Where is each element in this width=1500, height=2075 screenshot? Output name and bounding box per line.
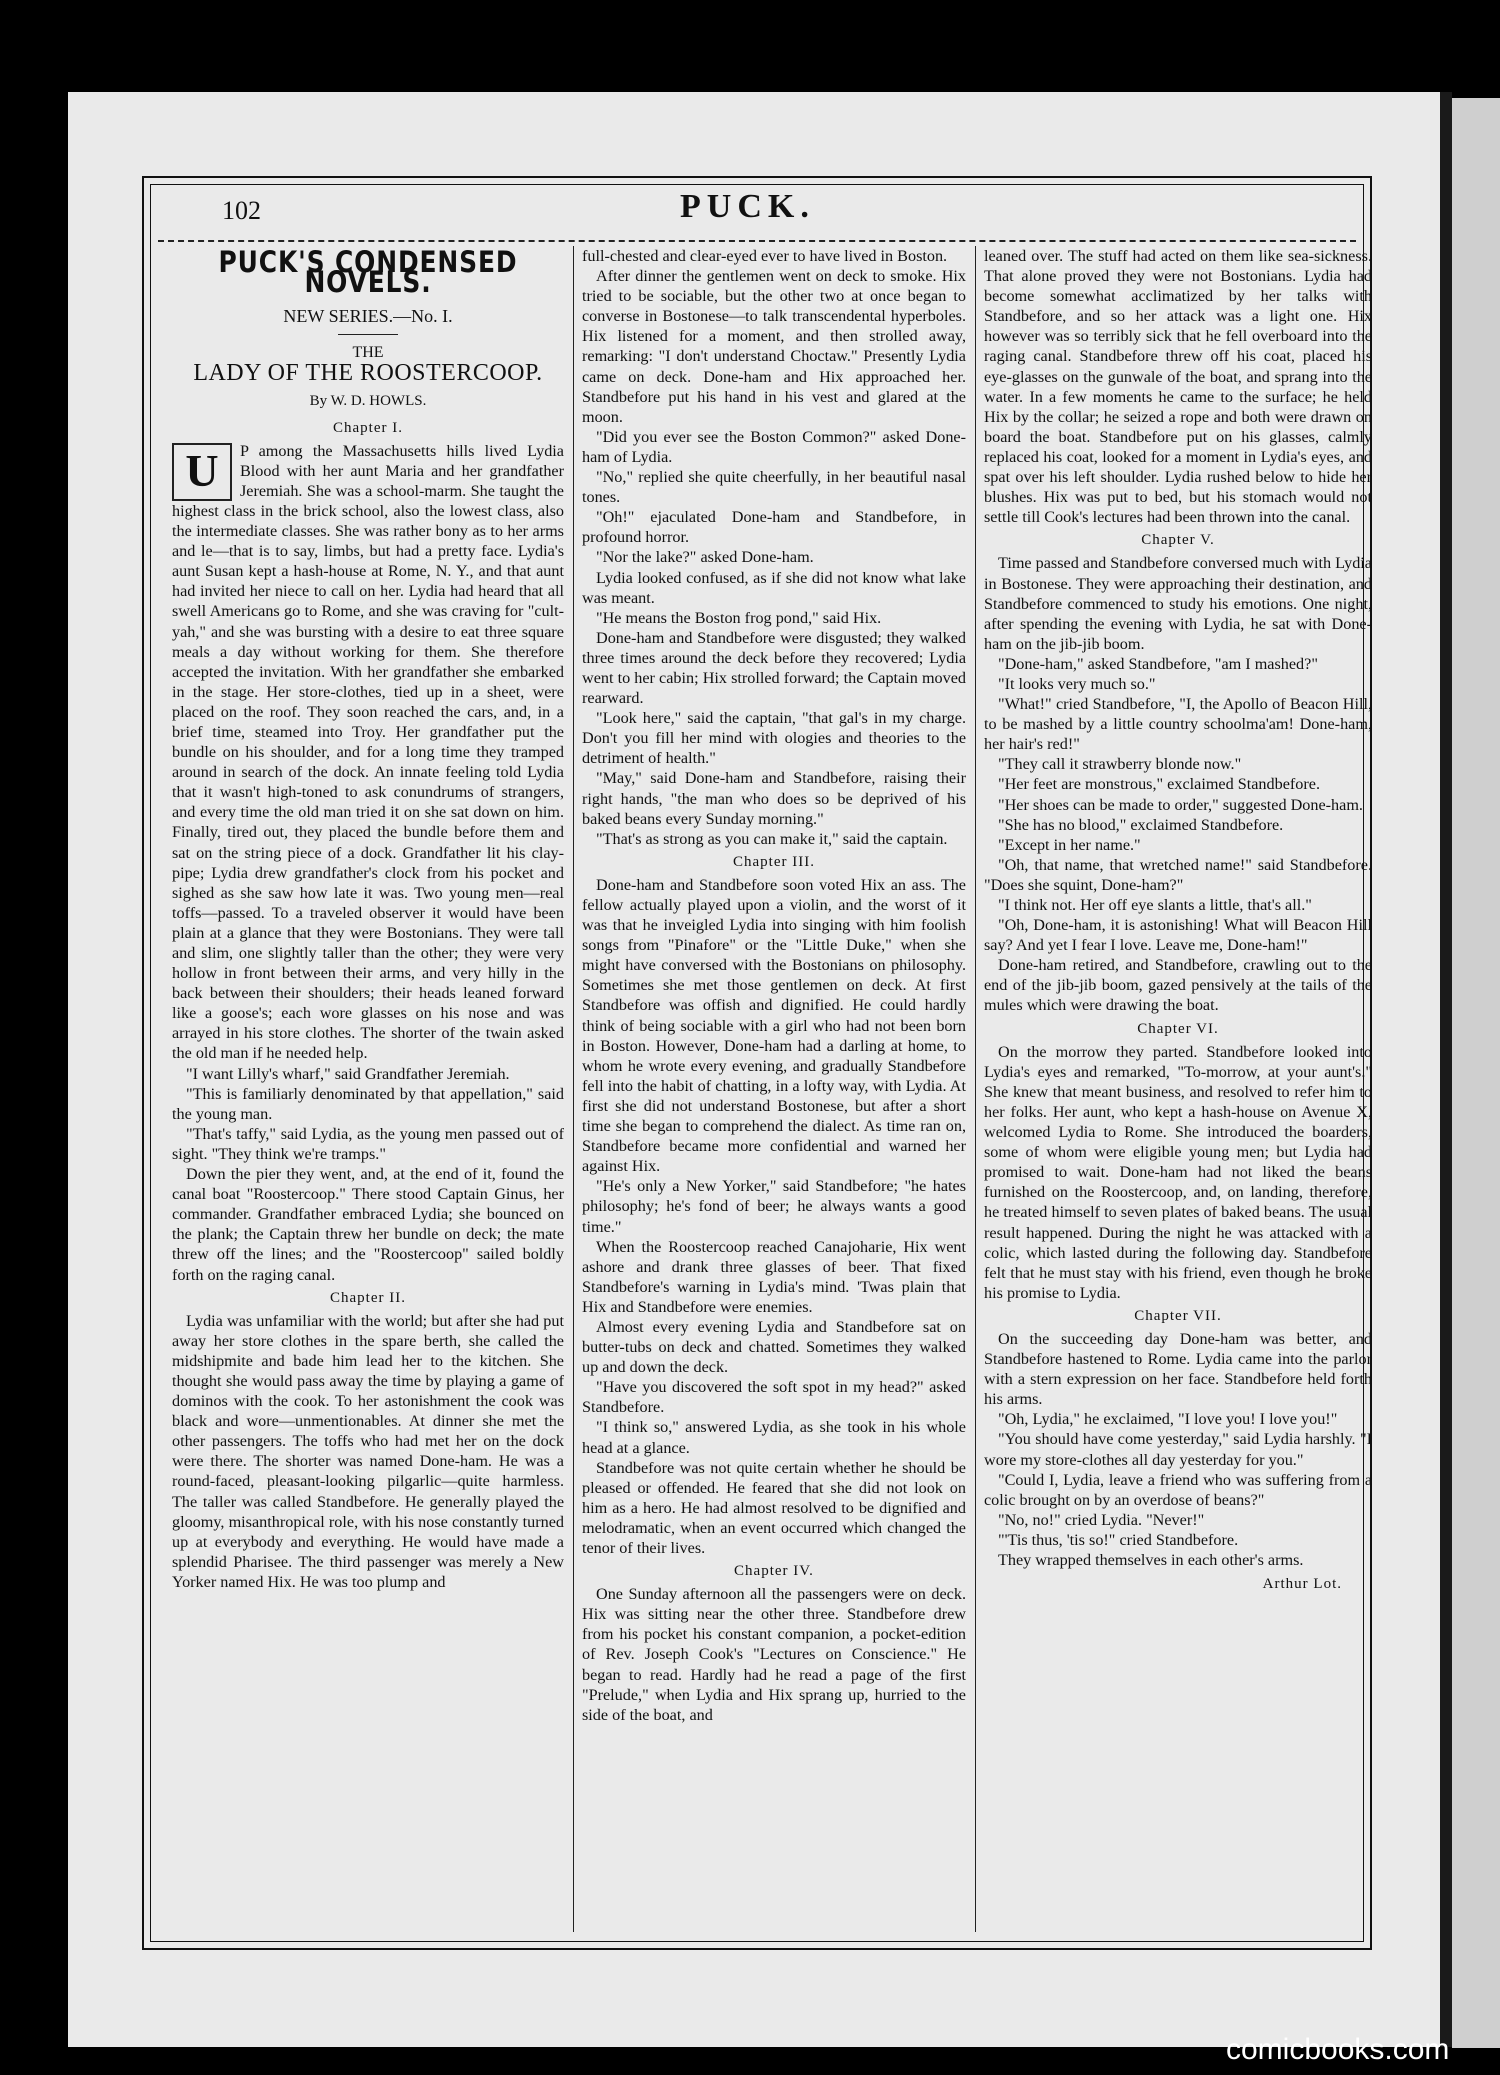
byline: By W. D. HOWLS. [309,393,427,410]
paragraph: "Oh, Lydia," he exclaimed, "I love you! I love you!" [998,1410,1338,1429]
paragraph: "Her shoes can be made to order," suggested Done-ham. [998,795,1363,814]
paragraph: When the Roostercoop reached Canajoharie, Hix went ashore and drank three glasses of beer. That fixed Standbefore's warning in Lydia's mind. 'Twas plain that Hix and Standbefore were enemies. [582,1237,966,1316]
paragraph: "Look here," said the captain, "that gal's in my charge. Don't you fill her mind with ologies and theories to the detriment of health." [582,709,966,768]
column-1-body [172,418,564,1592]
watermark: comicbooks.com [1226,2033,1450,2066]
paragraph: "Oh, Done-ham, it is astonishing! What will Beacon Hill say? And yet I fear I love. Leave me, Done-ham!" [984,916,1372,955]
column-3 [984,246,1372,1946]
column-2 [582,246,966,1946]
paragraph: "This is familiarly denominated by that appellation," said the young man. [172,1084,564,1123]
paragraph: Time passed and Standbefore conversed much with Lydia in Bostonese. They were approaching their destination, and Standbefore commenced to study his emotions. One night, after spending the evening with Lydia, he sat with Done-ham on the jib-jib boom. [984,554,1372,653]
paragraph: "Have you discovered the soft spot in my head?" asked Standbefore. [582,1378,966,1417]
paragraph: Down the pier they went, and, at the end of it, found the canal boat "Roostercoop." There stood Captain Ginus, her commander. Grandfather embraced Lydia; she bounced on the plank; the Captain threw her bundle on deck; the mate threw off the lines; and the "Roostercoop" sailed boldly forth on the raging canal. [172,1165,564,1284]
masthead: PUCK. [680,188,815,225]
paragraph: Done-ham and Standbefore were disgusted; they walked three times around the deck before they recovered; Lydia went to her cabin; Hix strolled forward; the Captain moved rearward. [582,628,966,708]
paragraph: "Oh, that name, that wretched name!" said Standbefore. "Does she squint, Done-ham?" [984,855,1372,894]
paragraph: "She has no blood," exclaimed Standbefore. [998,815,1284,834]
paragraph: "They call it strawberry blonde now." [998,755,1242,774]
column-3-body [984,246,1372,1570]
paragraph: "Oh!" ejaculated Done-ham and Standbefore, in profound horror. [582,508,966,547]
header-rule [158,240,1356,242]
paragraph: "Except in her name." [998,835,1141,854]
paragraph: One Sunday afternoon all the passengers were on deck. Hix was sitting near the other three. Standbefore drew from his pocket his constant companion, a pocket-edition of Rev. Joseph Cook's "Lectures on Conscience." He began to read. Hardly had he read a page of the first "Prelude," when Lydia and Hix sprang up, hurried to the side of the boat, and [582,1585,966,1724]
paragraph: "It looks very much so." [998,674,1156,693]
paragraph: "Could I, Lydia, leave a friend who was suffering from a colic brought on by an overdose of beans?" [984,1470,1372,1509]
paragraph: "I want Lilly's wharf," said Grandfather Jeremiah. [186,1064,510,1083]
paragraph: full-chested and clear-eyed ever to have lived in Boston. [582,247,948,265]
paragraph: After dinner the gentlemen went on deck to smoke. Hix tried to be sociable, but the other two at once began to converse in Bostonese—to talk transcendental hyperboles. Hix listened for a moment, and then strolled away, remarking: "I don't understand Choctaw." Presently Lydia came on deck. Done-ham and Hix approached her. Standbefore put his hand in his vest and glared at the moon. [582,267,966,426]
paragraph: "He means the Boston frog pond," said Hix. [596,608,882,627]
series-number: NEW SERIES.—No. I. [283,306,453,327]
paragraph: "I think so," answered Lydia, as she took in his whole head at a glance. [582,1418,966,1457]
series-title: PUCK'S CONDENSED NOVELS. [218,246,518,300]
drop-cap: U [172,443,232,501]
paragraph: "Her feet are monstrous," exclaimed Standbefore. [998,775,1321,794]
chapter-heading: Chapter IV. [734,1563,814,1580]
paragraph: "That's taffy," said Lydia, as the young men passed out of sight. "They think we're tramps." [172,1124,564,1163]
paragraph-text: P among the Massachusetts hills lived Lydia Blood with her aunt Maria and her grandfather Jeremiah. She was a school-marm. She taught the highest class in the brick school, also the lowest class, also the intermediate classes. She was rather bony as to her arms and le—that is to say, limbs, but had a pretty face. Lydia's aunt Susan kept a hash-house at Rome, N. Y., and that aunt had invited her niece to call on her. Lydia had heard that all swell Americans go to Rome, and she was craving for "cult-yah," and she was bursting with a desire to eat three square meals a day without working for them. She therefore accepted the invitation. With her grandfather she embarked in the stage. Her store-clothes, tied up in a sheet, were placed on the roof. They soon reached the cars, and, in a brief time, steamed into Troy. Her grandfather put the bundle on his shoulder, and for a long time they tramped around in search of the dock. An innate feeling told Lydia that it wasn't high-toned to ask conundrums of strangers, and every time the old man tried it on she sat down on him. Finally, tired out, they placed the bundle before them and sat on the string piece of a dock. Grandfather lit his clay-pipe; Lydia drew grandfather's clock from his pocket and sighed as she saw how late it was. Two young men—real toffs—passed. To a traveled observer it would have been plain at a glance that they were Bostonians. They were tall and slim, one slightly taller than the other; they were very hollow in front between their arms, and very hilly in the back between their shoulders; their heads leaned forward like a goose's; each wore glasses on his nose and was arrayed in his store clothes. The shorter of the twain asked the old man if he needed help. [172,441,564,1063]
paragraph: Done-ham and Standbefore soon voted Hix an ass. The fellow actually played upon a violin, and the worst of it was that he inveigled Lydia into singing with him foolish songs from "Pinafore" or the "Little Duke," when she might have conversed with the Bostonians on philosophy. Sometimes she met those gentlemen on deck. At first Standbefore was offish and dignified. He could hardly think of being sociable with a girl who had not been born in Boston. However, Done-ham had a darling at home, to whom he wrote every evening, and gradually Standbefore fell into the habit of chatting, in a lofty way, with Lydia. At first she did not understand Bostonese, but after a short time she began to comprehend the dialect. As time ran on, Standbefore became more confidential and warned her against Hix. [582,875,966,1176]
paragraph: They wrapped themselves in each other's arms. [998,1551,1304,1569]
paragraph: "I think not. Her off eye slants a little, that's all." [998,896,1312,914]
column-divider [975,246,976,1932]
paragraph: "Nor the lake?" asked Done-ham. [596,548,814,567]
column-divider [573,246,574,1932]
chapter-heading: Chapter II. [330,1289,406,1306]
paragraph: Done-ham retired, and Standbefore, crawling out to the end of the jib-jib boom, gazed pensively at the tails of the mules which were drawing the boat. [984,956,1372,1015]
paragraph: On the morrow they parted. Standbefore looked into Lydia's eyes and remarked, "To-morrow, at your aunt's." She knew that meant business, and resolved to refer him to her folks. Her aunt, who kept a hash-house on Avenue X, welcomed Lydia to Rome. She introduced the boarders, some of whom were eligible young men; but Lydia had promised to wait. Done-ham had not liked the beans furnished on the Roostercoop, and, on landing, therefore, he treated himself to seven plates of baked beans. The usual result happened. During the night he was attacked with a colic, which lasted during the following day. Standbefore felt that he must stay with his friend, even though he broke his promise to Lydia. [984,1042,1372,1302]
chapter-heading: Chapter I. [333,419,403,436]
paragraph: "You should have come yesterday," said Lydia harshly. "I wore my store-clothes all day yesterday for you." [984,1430,1372,1469]
paragraph: leaned over. The stuff had acted on them like sea-sickness. That alone proved they were not Bostonians. Lydia had become somewhat acclimatized by her talks with Standbefore, and so her attack was a light one. Hix however was so terribly sick that he fell overboard into the raging canal. Standbefore threw off his coat, placed his eye-glasses on the gunwale of the boat, and sprang into the water. In a few moments he came to the surface; he held Hix by the collar; he seized a rope and both were drawn on board the boat. Standbefore put on his glasses, calmly replaced his coat, looked for a moment in Lydia's eyes, and spat over his left shoulder. Lydia rushed below to hide her blushes. Hix was put to bed, but his stomach would not settle till Cook's lectures had been thrown into the canal. [984,247,1372,527]
page-number: 102 [222,196,261,225]
paragraph: "What!" cried Standbefore, "I, the Apollo of Beacon Hill, to be mashed by a little country schoolma'am! Done-ham, her hair's red!" [984,695,1372,754]
paragraph: On the succeeding day Done-ham was better, and Standbefore hastened to Rome. Lydia came into the parlor with a stern expression on her face. Standbefore held forth his arms. [984,1329,1372,1409]
paragraph: "That's as strong as you can make it," said the captain. [596,829,948,848]
author-signature: Arthur Lot. [1262,1576,1342,1593]
paragraph: "'Tis thus, 'tis so!" cried Standbefore. [998,1530,1239,1549]
chapter-heading: Chapter III. [733,853,815,870]
column-2-body [582,246,966,1725]
chapter-heading: Chapter V. [1141,532,1215,549]
paragraph: "No," replied she quite cheerfully, in her beautiful nasal tones. [582,468,966,507]
paragraph: "May," said Done-ham and Standbefore, raising their right hands, "the man who does so be deprived of his baked beans every Sunday morning." [582,769,966,828]
story-title-article: THE [352,344,384,362]
chapter-heading: Chapter VI. [1137,1020,1219,1037]
paragraph: Standbefore was not quite certain whether he should be pleased or offended. He feared that she did not look on him as a hero. He had almost resolved to be dignified and melodramatic, when an event occurred which changed the tenor of their lives. [582,1458,966,1557]
paragraph: Lydia looked confused, as if she did not know what lake was meant. [582,568,966,607]
page-spine [1440,92,1452,2047]
paragraph: "Did you ever see the Boston Common?" asked Done-ham of Lydia. [582,427,966,466]
adjacent-page-edge [1452,98,1500,2048]
paragraph: "He's only a New Yorker," said Standbefore; "he hates philosophy; he's fond of beer; he always wants a good time." [582,1177,966,1236]
story-title: LADY OF THE ROOSTERCOOP. [193,360,543,387]
paragraph: "No, no!" cried Lydia. "Never!" [998,1510,1205,1529]
paragraph: "Done-ham," asked Standbefore, "am I mashed?" [998,654,1318,673]
paragraph [172,441,564,1064]
paragraph: Almost every evening Lydia and Standbefore sat on butter-tubs on deck and chatted. Sometimes they walked up and down the deck. [582,1317,966,1377]
title-rule [338,334,398,335]
paragraph: Lydia was unfamiliar with the world; but after she had put away her store clothes in the spare berth, she called the midshipmite and bade him lead her to the kitchen. She thought she would pass away the time by playing a game of dominos with the cook. To her astonishment the cook was black and wore—unmentionables. At dinner she met the other passengers. The toffs who had met her on the dock were there. The shorter was named Done-ham. He was a round-faced, pleasant-looking pilgarlic—quite harmless. The taller was called Standbefore. He generally played the gloomy, misanthropical role, with his nose constantly turned up at everybody and everything. He would have made a splendid Pharisee. The third passenger was merely a New Yorker named Hix. He was too plump and [172,1311,564,1591]
chapter-heading: Chapter VII. [1134,1307,1222,1324]
column-1 [172,246,564,1946]
